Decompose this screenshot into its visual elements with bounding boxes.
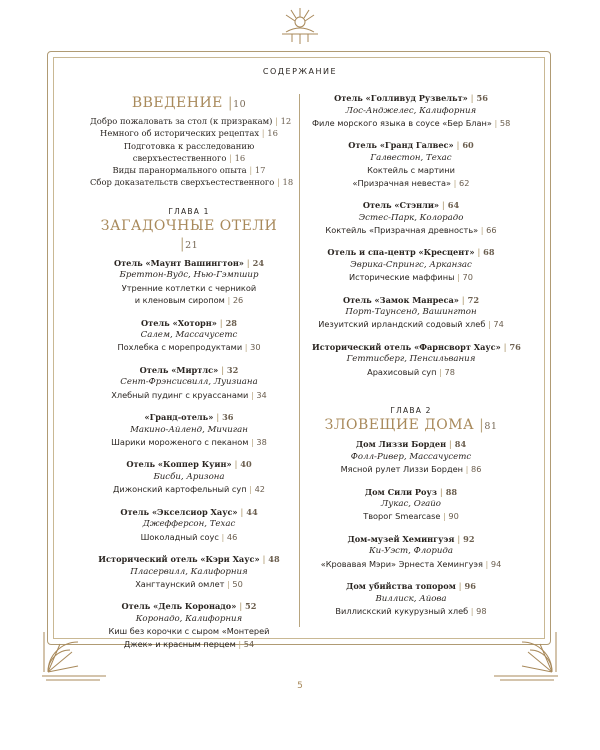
intro-title: ВВЕДЕНИЕ: [131, 95, 223, 111]
toc-entry[interactable]: Отель «Маунт Вашингтон» | 24 Бреттон-Вудс, Нью-Гэмпшир Утренние котлетки с черникой и кленовым сиропом | 26: [113, 257, 265, 306]
toc-entry[interactable]: Отель и спа-центр «Кресцент» | 68 Эврика-Спрингс, Арканзас Исторические маффины | 70: [327, 247, 495, 283]
right-column: [312, 92, 521, 627]
toc-entry[interactable]: Дом убийства топором | 96 Виллиск, Айова Виллискский кукурузный хлеб | 98: [335, 581, 487, 616]
toc-entry[interactable]: Отель «Коппер Куин» | 40 Бисби, Аризона Дижонский картофельный суп | 42: [112, 459, 266, 495]
chapter-1-page: 21: [185, 239, 199, 251]
intro-item[interactable]: Виды паранормального опыта | 17: [112, 165, 266, 176]
intro-item[interactable]: Немного об исторических рецептах | 16: [100, 128, 278, 139]
chapter-2-label: ГЛАВА 2: [390, 406, 432, 416]
toc-entry[interactable]: Дом Сили Роуз | 88 Лукас, Огайо Творог Smearcase | 90: [363, 486, 459, 522]
toc-entry[interactable]: Отель «Экселсиор Хаус» | 44 Джефферсон, Техас Шоколадный соус | 46: [120, 506, 258, 542]
toc-entry[interactable]: Отель «Дель Коронадо» | 52 Коронадо, Калифорния Киш без корочки с сыром «Монтерей Джек» и красным перцем | 54: [108, 601, 270, 649]
chapter-2-heading[interactable]: ЗЛОВЕЩИЕ ДОМА |81: [324, 417, 498, 434]
chapter-1-heading[interactable]: ЗАГАДОЧНЫЕ ОТЕЛИ |21: [100, 217, 278, 252]
chapter-1-label: ГЛАВА 1: [168, 206, 210, 216]
toc-entry[interactable]: «Гранд-отель» | 36 Макино-Айленд, Мичиган Шарики мороженого с пеканом | 38: [111, 412, 267, 447]
intro-item[interactable]: Сбор доказательств сверхъестественного | 18: [90, 177, 294, 188]
toc-entry[interactable]: Отель «Замок Манреса» | 72 Порт-Таунсенд, Вашингтон Иезуитский ирландский содовый хлеб | 74: [318, 294, 504, 330]
toc-entry[interactable]: Исторический отель «Кэри Хаус» | 48 Пласервилл, Калифорния Хангтаунский омлет | 50: [98, 554, 280, 589]
chapter-2-page: 81: [484, 421, 498, 433]
art-deco-fan-ornament-icon: [276, 6, 324, 46]
left-column: [90, 92, 294, 660]
toc-entry[interactable]: Отель «Стэнли» | 64 Эстес-Парк, Колорадо Коктейль «Призрачная древность» | 66: [325, 200, 497, 235]
toc-entry[interactable]: Дом-музей Хемингуэя | 92 Ки-Уэст, Флорида «Кровавая Мэри» Эрнеста Хемингуэя | 94: [320, 533, 502, 569]
toc-entry[interactable]: Отель «Хоторн» | 28 Салем, Массачусетс Похлебка с морепродуктами | 30: [117, 317, 261, 353]
page-number: 5: [297, 681, 303, 691]
intro-heading[interactable]: ВВЕДЕНИЕ |10: [131, 95, 247, 111]
column-divider: [299, 94, 300, 627]
intro-item[interactable]: Подготовка к расследованию сверхъестественного | 16: [123, 140, 255, 163]
intro-page: 10: [233, 99, 247, 110]
toc-entry[interactable]: Отель «Голливуд Рузвельт» | 56 Лос-Анджелес, Калифорния Филе морского языка в соусе «Бер Блан» | 58: [312, 93, 511, 128]
toc-entry[interactable]: Отель «Гранд Галвес» | 60 Галвестон, Техас Коктейль с мартини «Призрачная невеста» | 62: [348, 140, 474, 188]
toc-entry[interactable]: Отель «Миртлс» | 32 Сент-Фрэнсисвилл, Луизиана Хлебный пудинг с круассанами | 34: [111, 364, 267, 400]
toc-title: СОДЕРЖАНИЕ: [262, 67, 338, 76]
intro-item[interactable]: Добро пожаловать за стол (к призракам) | 12: [90, 116, 292, 126]
chapter-1-title: ЗАГАДОЧНЫЕ ОТЕЛИ: [100, 217, 278, 234]
toc-entry[interactable]: Дом Лиззи Борден | 84 Фолл-Ривер, Массачусетс Мясной рулет Лиззи Борден | 86: [340, 439, 482, 475]
chapter-2-title: ЗЛОВЕЩИЕ ДОМА: [324, 417, 475, 434]
toc-entry[interactable]: Исторический отель «Фарнсворт Хаус» | 76 Геттисберг, Пенсильвания Арахисовый суп | 78: [312, 341, 521, 377]
corner-fan-ornament-icon: [490, 622, 560, 682]
